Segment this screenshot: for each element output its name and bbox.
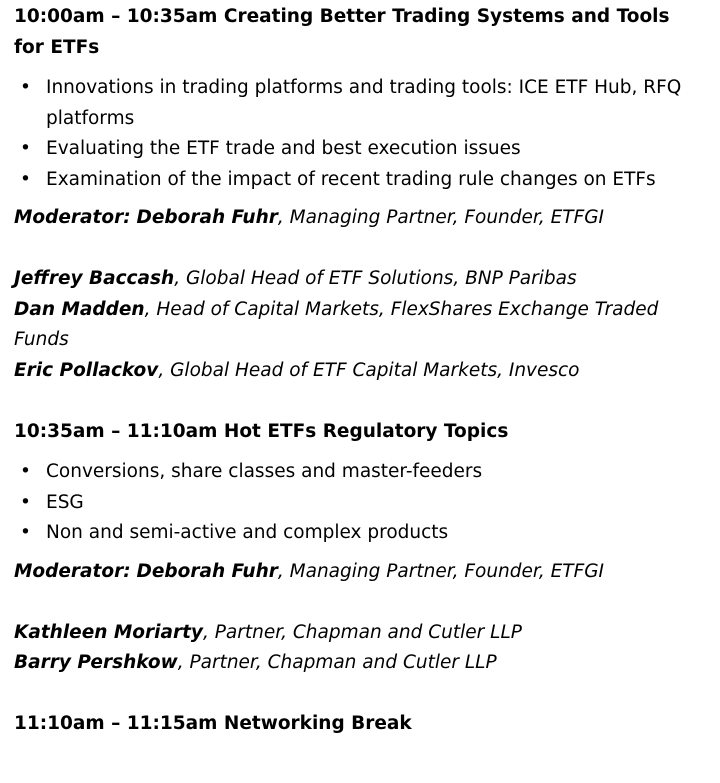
section-gap [14, 386, 700, 417]
panelist-name: Barry Pershkow [14, 652, 178, 673]
topic-text: Examination of the impact of recent trading rule changes on ETFs [46, 168, 656, 190]
panelist-title: , Head of Capital Markets, FlexShares Exchange Traded Funds [14, 298, 659, 350]
bullet-icon: • [20, 77, 31, 98]
moderator-label: Moderator: [14, 207, 131, 228]
topic-item [14, 518, 700, 549]
panelist-title: , Partner, Chapman and Cutler LLP [177, 652, 497, 673]
panelist-title: , Global Head of ETF Capital Markets, Invesco [158, 359, 580, 381]
session-title: 10:35am – 11:10am Hot ETFs Regulatory Topics [14, 420, 509, 442]
topic-text: Non and semi-active and complex products [46, 522, 449, 543]
bullet-icon: • [20, 168, 31, 190]
topic-text: Conversions, share classes and master-feeders [46, 461, 483, 482]
topic-item [14, 134, 700, 165]
moderator-title: , Managing Partner, Founder, ETFGI [277, 207, 604, 228]
spacer [14, 234, 700, 265]
topic-item [14, 488, 700, 519]
panelist-name: Dan Madden [14, 298, 145, 320]
moderator-line [14, 203, 700, 234]
panelist-name: Kathleen Moriarty [14, 621, 203, 643]
topic-list [14, 457, 700, 549]
session-1 [14, 2, 700, 386]
topic-text: Innovations in trading platforms and trading tools: ICE ETF Hub, RFQ platforms [46, 77, 682, 129]
moderator-line [14, 557, 700, 588]
panelist-line [14, 618, 700, 649]
topic-item [14, 73, 700, 134]
bullet-icon: • [20, 138, 31, 159]
session-2 [14, 417, 700, 679]
section-gap [14, 679, 700, 710]
panelist-title: , Partner, Chapman and Cutler LLP [202, 621, 522, 643]
spacer [14, 587, 700, 618]
moderator-title: , Managing Partner, Founder, ETFGI [277, 560, 604, 582]
panelist-line [14, 356, 700, 387]
moderator-name: Deborah Fuhr [136, 207, 278, 228]
panelist-line [14, 648, 700, 679]
bullet-icon: • [20, 491, 31, 513]
panelist-name: Jeffrey Baccash [14, 268, 175, 289]
moderator-name: Deborah Fuhr [136, 560, 278, 582]
topic-item [14, 165, 700, 196]
topic-text: ESG [46, 491, 84, 513]
moderator-label: Moderator: [14, 560, 131, 582]
session-3 [14, 709, 700, 740]
session-title: 11:10am – 11:15am Networking Break [14, 713, 412, 734]
panelist-title: , Global Head of ETF Solutions, BNP Paribas [174, 268, 577, 289]
panelist-line [14, 264, 700, 295]
bullet-icon: • [20, 461, 31, 482]
topic-text: Evaluating the ETF trade and best execution issues [46, 138, 521, 159]
session-title: 10:00am – 10:35am Creating Better Trading Systems and Tools for ETFs [14, 6, 670, 58]
panelist-line [14, 295, 700, 356]
topic-item [14, 457, 700, 488]
topic-list [14, 73, 700, 195]
bullet-icon: • [20, 522, 31, 543]
panelist-name: Eric Pollackov [14, 359, 159, 381]
